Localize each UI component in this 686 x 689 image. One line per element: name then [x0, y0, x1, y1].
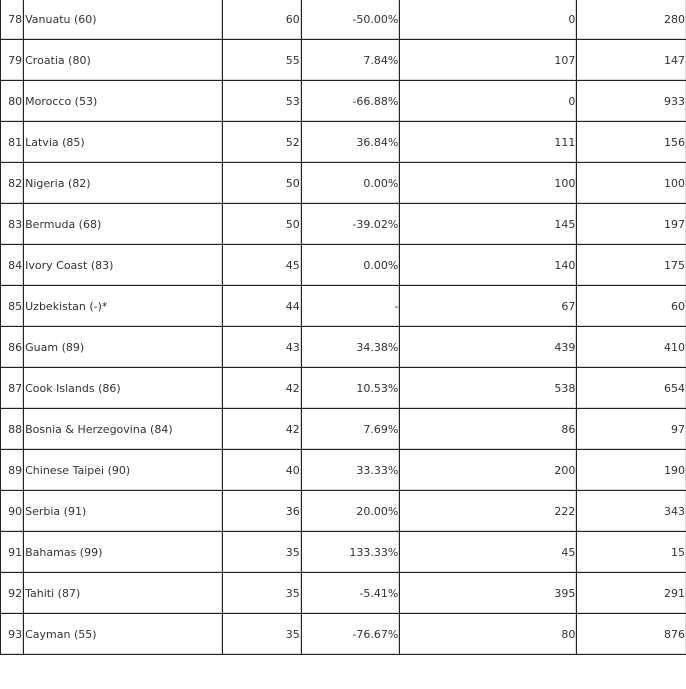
rank-cell: 81	[1, 122, 24, 163]
value-cell: 40	[223, 450, 301, 491]
value-cell: 55	[223, 40, 301, 81]
table-row	[1, 573, 686, 614]
table-row	[1, 327, 686, 368]
country-cell: Bosnia & Herzegovina (84)	[24, 409, 223, 450]
rank-cell: 89	[1, 450, 24, 491]
table-row	[1, 532, 686, 573]
col5-cell: 343	[577, 491, 686, 532]
country-cell: Bermuda (68)	[24, 204, 223, 245]
col4-cell: 80	[400, 614, 577, 655]
col4-cell: 140	[400, 245, 577, 286]
value-cell: 60	[223, 0, 301, 40]
table-row	[1, 450, 686, 491]
col4-cell: 0	[400, 0, 577, 40]
country-cell: Nigeria (82)	[24, 163, 223, 204]
change-cell: 36.84%	[302, 122, 401, 163]
col5-cell: 60	[577, 286, 686, 327]
col4-cell: 538	[400, 368, 577, 409]
change-cell: -76.67%	[302, 614, 401, 655]
country-cell: Vanuatu (60)	[24, 0, 223, 40]
col4-cell: 107	[400, 40, 577, 81]
country-cell: Uzbekistan (-)*	[24, 286, 223, 327]
col4-cell: 67	[400, 286, 577, 327]
change-cell: -5.41%	[302, 573, 401, 614]
col4-cell: 111	[400, 122, 577, 163]
rank-cell: 90	[1, 491, 24, 532]
table-row	[1, 163, 686, 204]
col5-cell: 147	[577, 40, 686, 81]
rank-cell: 78	[1, 0, 24, 40]
table-row	[1, 409, 686, 450]
col5-cell: 280	[577, 0, 686, 40]
value-cell: 50	[223, 204, 301, 245]
col5-cell: 190	[577, 450, 686, 491]
table-row	[1, 245, 686, 286]
col5-cell: 156	[577, 122, 686, 163]
value-cell: 45	[223, 245, 301, 286]
change-cell: -	[302, 286, 401, 327]
col5-cell: 933	[577, 81, 686, 122]
rank-cell: 80	[1, 81, 24, 122]
table-row	[1, 81, 686, 122]
value-cell: 42	[223, 368, 301, 409]
value-cell: 44	[223, 286, 301, 327]
col5-cell: 291	[577, 573, 686, 614]
rank-cell: 79	[1, 40, 24, 81]
country-cell: Tahiti (87)	[24, 573, 223, 614]
country-cell: Croatia (80)	[24, 40, 223, 81]
col5-cell: 175	[577, 245, 686, 286]
country-cell: Cook Islands (86)	[24, 368, 223, 409]
country-cell: Chinese Taipei (90)	[24, 450, 223, 491]
col5-cell: 197	[577, 204, 686, 245]
change-cell: 7.84%	[302, 40, 401, 81]
value-cell: 35	[223, 573, 301, 614]
change-cell: -50.00%	[302, 0, 401, 40]
value-cell: 35	[223, 532, 301, 573]
rank-cell: 93	[1, 614, 24, 655]
col5-cell: 97	[577, 409, 686, 450]
col4-cell: 395	[400, 573, 577, 614]
country-cell: Cayman (55)	[24, 614, 223, 655]
value-cell: 53	[223, 81, 301, 122]
table-row	[1, 614, 686, 655]
country-cell: Morocco (53)	[24, 81, 223, 122]
change-cell: -39.02%	[302, 204, 401, 245]
col5-cell: 654	[577, 368, 686, 409]
rank-cell: 87	[1, 368, 24, 409]
country-cell: Latvia (85)	[24, 122, 223, 163]
change-cell: 133.33%	[302, 532, 401, 573]
rank-cell: 83	[1, 204, 24, 245]
change-cell: 20.00%	[302, 491, 401, 532]
country-cell: Ivory Coast (83)	[24, 245, 223, 286]
table-row	[1, 204, 686, 245]
change-cell: 33.33%	[302, 450, 401, 491]
value-cell: 42	[223, 409, 301, 450]
country-cell: Bahamas (99)	[24, 532, 223, 573]
rank-cell: 82	[1, 163, 24, 204]
rank-cell: 92	[1, 573, 24, 614]
table-row	[1, 122, 686, 163]
value-cell: 36	[223, 491, 301, 532]
value-cell: 52	[223, 122, 301, 163]
col5-cell: 410	[577, 327, 686, 368]
col4-cell: 222	[400, 491, 577, 532]
col5-cell: 876	[577, 614, 686, 655]
rank-cell: 85	[1, 286, 24, 327]
change-cell: 7.69%	[302, 409, 401, 450]
country-cell: Guam (89)	[24, 327, 223, 368]
table-row	[1, 368, 686, 409]
col4-cell: 200	[400, 450, 577, 491]
ranking-table-body	[1, 0, 686, 655]
col4-cell: 45	[400, 532, 577, 573]
col4-cell: 439	[400, 327, 577, 368]
change-cell: 34.38%	[302, 327, 401, 368]
rank-cell: 86	[1, 327, 24, 368]
rank-cell: 84	[1, 245, 24, 286]
change-cell: -66.88%	[302, 81, 401, 122]
value-cell: 50	[223, 163, 301, 204]
change-cell: 0.00%	[302, 245, 401, 286]
col5-cell: 15	[577, 532, 686, 573]
rank-cell: 91	[1, 532, 24, 573]
col5-cell: 100	[577, 163, 686, 204]
col4-cell: 100	[400, 163, 577, 204]
col4-cell: 145	[400, 204, 577, 245]
col4-cell: 86	[400, 409, 577, 450]
value-cell: 43	[223, 327, 301, 368]
col4-cell: 0	[400, 81, 577, 122]
table-row	[1, 40, 686, 81]
value-cell: 35	[223, 614, 301, 655]
rank-cell: 88	[1, 409, 24, 450]
change-cell: 10.53%	[302, 368, 401, 409]
table-row	[1, 491, 686, 532]
table-row	[1, 286, 686, 327]
table-row	[1, 0, 686, 40]
country-cell: Serbia (91)	[24, 491, 223, 532]
change-cell: 0.00%	[302, 163, 401, 204]
